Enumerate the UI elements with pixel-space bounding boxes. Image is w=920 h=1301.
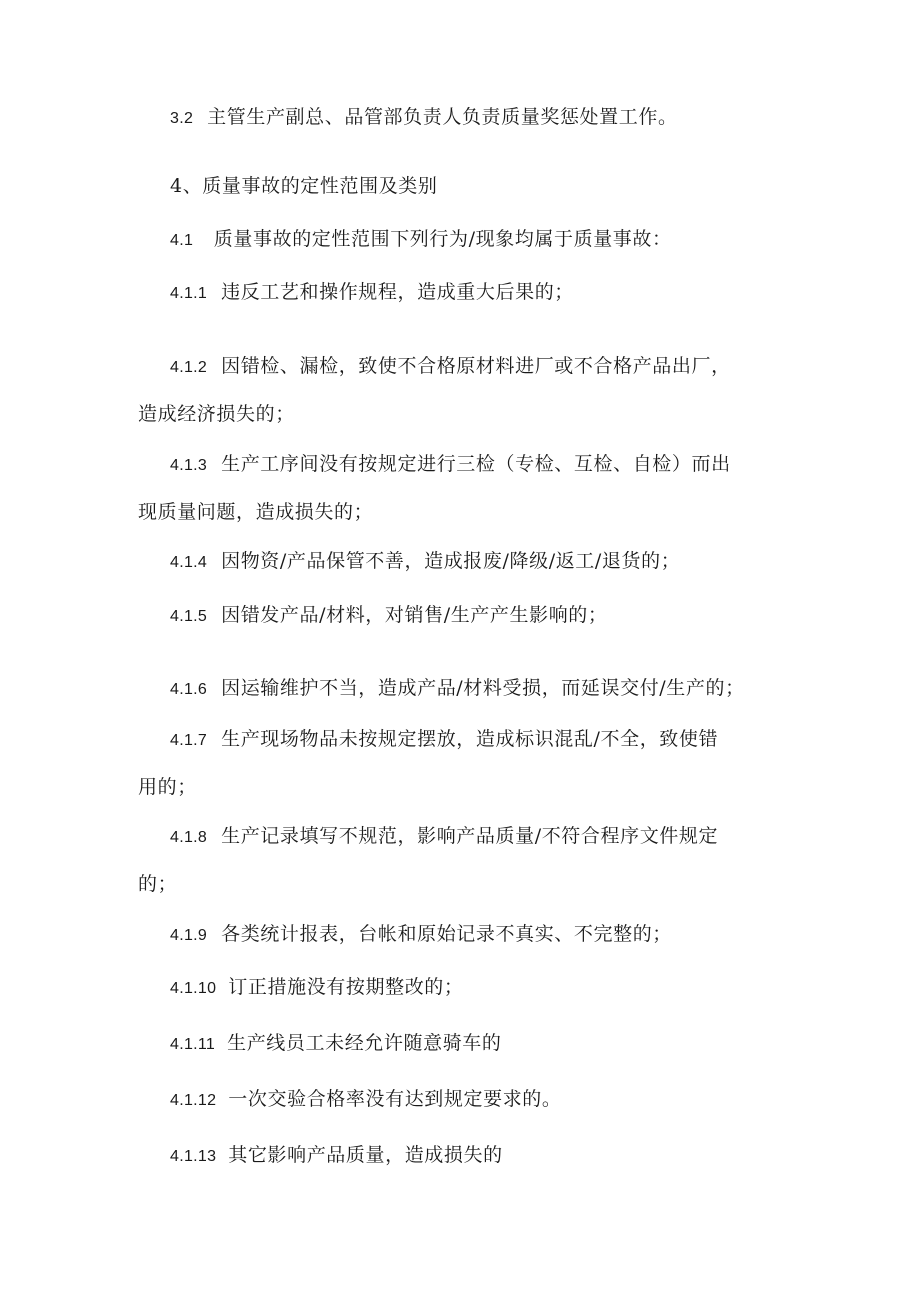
paragraph-4-1	[138, 214, 788, 266]
item-number: 4.1.9	[170, 927, 208, 944]
paragraph-4-1-4	[138, 536, 788, 588]
item-text: 订正措施没有按期整改的；	[228, 976, 464, 998]
item-number: 4.1.3	[170, 457, 208, 474]
item-number: 4.1.7	[170, 732, 208, 749]
item-text: 生产现场物品未按规定摆放，造成标识混乱/不全，致使错	[221, 728, 719, 750]
paragraph-4-1-11	[138, 1018, 788, 1070]
paragraph-4-1-9	[138, 909, 788, 961]
paragraph-4-1-13	[138, 1130, 788, 1182]
paragraph-4-1-5	[138, 590, 788, 642]
item-text: 因运输维护不当，造成产品/材料受损，而延误交付/生产的；	[221, 677, 745, 699]
item-text: 因物资/产品保管不善，造成报废/降级/返工/退货的；	[221, 550, 681, 572]
paragraph-4-1-3	[138, 439, 788, 537]
item-text-continuation: 造成经济损失的；	[138, 403, 295, 425]
item-number: 3.2	[170, 110, 194, 127]
item-text: 各类统计报表，台帐和原始记录不真实、不完整的；	[221, 923, 672, 945]
item-number: 4.1	[170, 232, 194, 249]
item-text: 因错检、漏检，致使不合格原材料进厂或不合格产品出厂，	[221, 355, 731, 377]
item-number: 4.1.11	[170, 1036, 216, 1053]
item-number: 4.1.5	[170, 608, 208, 625]
item-number: 4.1.13	[170, 1148, 217, 1165]
item-number: 4.1.10	[170, 980, 217, 997]
item-number: 4.1.1	[170, 285, 208, 302]
item-text-continuation: 的；	[138, 873, 178, 895]
item-text: 生产记录填写不规范，影响产品质量/不符合程序文件规定	[221, 825, 719, 847]
item-text: 违反工艺和操作规程，造成重大后果的；	[221, 281, 574, 303]
paragraph-4-1-8	[138, 811, 788, 909]
item-number: 4.1.6	[170, 681, 208, 698]
section-title: 4、质量事故的定性范围及类别	[170, 175, 438, 197]
paragraph-4-1-1	[138, 267, 788, 319]
item-number: 4.1.2	[170, 359, 208, 376]
item-text: 其它影响产品质量，造成损失的	[228, 1144, 503, 1166]
item-text: 生产工序间没有按规定进行三检（专检、互检、自检）而出	[221, 453, 731, 475]
item-text-continuation: 现质量问题，造成损失的；	[138, 501, 374, 523]
paragraph-4-1-10	[138, 962, 788, 1014]
item-number: 4.1.4	[170, 554, 208, 571]
item-text-continuation: 用的；	[138, 776, 197, 798]
section-heading-4	[138, 161, 788, 211]
paragraph-4-1-7	[138, 714, 788, 812]
paragraph-3-2	[138, 92, 788, 144]
item-text: 主管生产副总、品管部负责人负责质量奖惩处置工作。	[207, 106, 678, 128]
item-text: 一次交验合格率没有达到规定要求的。	[228, 1088, 562, 1110]
item-text: 因错发产品/材料，对销售/生产产生影响的；	[221, 604, 608, 626]
paragraph-4-1-2	[138, 341, 788, 439]
paragraph-4-1-12	[138, 1074, 788, 1126]
item-number: 4.1.8	[170, 829, 208, 846]
item-number: 4.1.12	[170, 1092, 217, 1109]
paragraph-4-1-6	[138, 663, 788, 715]
item-text: 质量事故的定性范围下列行为/现象均属于质量事故：	[207, 228, 672, 250]
item-text: 生产线员工未经允许随意骑车的	[227, 1032, 502, 1054]
